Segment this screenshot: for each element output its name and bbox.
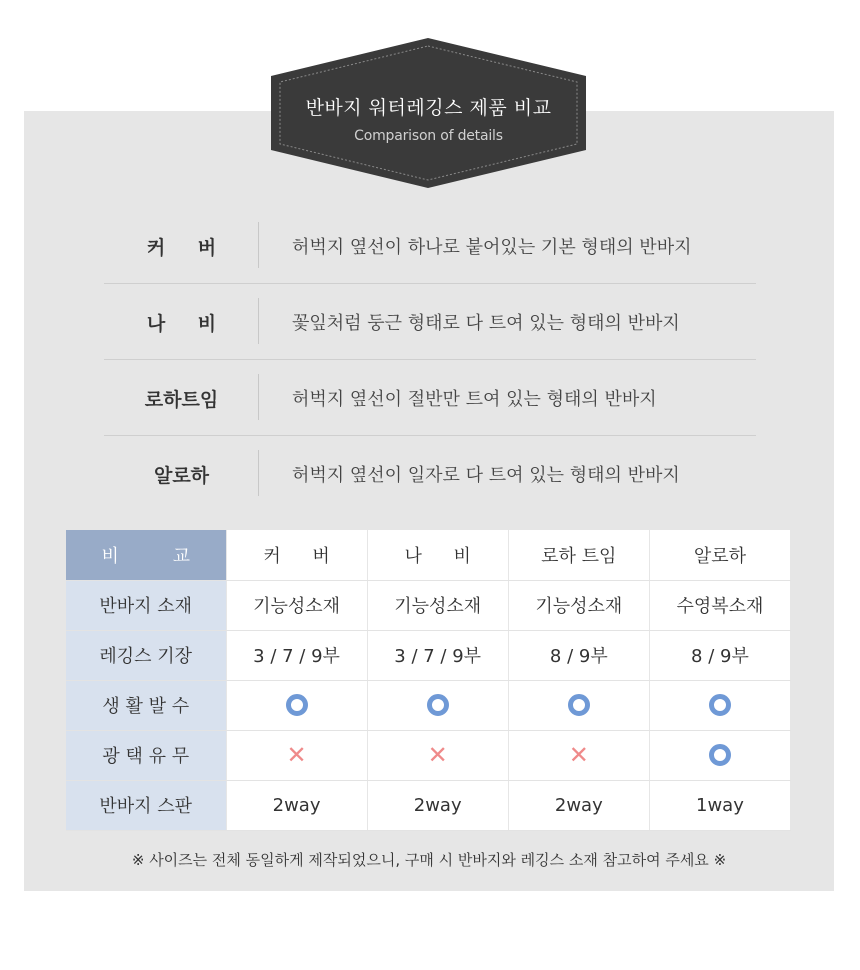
table-cell: 2way <box>508 780 649 830</box>
divider <box>258 450 259 496</box>
cross-x-icon: ✕ <box>286 741 307 769</box>
table-cell: 8 / 9부 <box>508 630 649 680</box>
table-cell <box>226 730 367 780</box>
definition-row <box>104 360 756 436</box>
table-cell: 2way <box>367 780 508 830</box>
definition-row <box>104 208 756 284</box>
definition-desc: 허벅지 옆선이 하나로 붙어있는 기본 형태의 반바지 <box>292 237 692 258</box>
column-header: 알로하 <box>649 530 790 580</box>
definition-list <box>104 208 756 512</box>
definition-term: 나 비 <box>146 312 217 335</box>
divider <box>258 298 259 344</box>
table-row <box>66 730 791 780</box>
table-cell <box>649 730 790 780</box>
table-corner-header: 비 교 <box>66 530 226 580</box>
footnote: ※ 사이즈는 전체 동일하게 제작되었으니, 구매 시 반바지와 레깅스 소재 참고하여 주세요 ※ <box>131 851 727 869</box>
circle-o-icon <box>568 694 590 716</box>
table-cell <box>649 680 790 730</box>
table-cell <box>508 680 649 730</box>
divider <box>258 374 259 420</box>
circle-o-icon <box>709 744 731 766</box>
cross-x-icon: ✕ <box>427 741 448 769</box>
table-header-row <box>66 530 791 580</box>
table-cell <box>226 680 367 730</box>
definition-row <box>104 284 756 360</box>
title-badge <box>271 38 586 188</box>
row-label: 반바지 소재 <box>66 580 226 630</box>
definition-desc: 허벅지 옆선이 절반만 트여 있는 형태의 반바지 <box>292 389 657 410</box>
comparison-table <box>66 530 791 831</box>
table-cell: 8 / 9부 <box>649 630 790 680</box>
table-cell: 기능성소재 <box>367 580 508 630</box>
table-row <box>66 680 791 730</box>
table-cell: 수영복소재 <box>649 580 790 630</box>
definition-row <box>104 436 756 512</box>
row-label: 생 활 발 수 <box>66 680 226 730</box>
table-cell <box>508 730 649 780</box>
definition-term: 알로하 <box>153 464 210 487</box>
table-row <box>66 580 791 630</box>
table-cell: 3 / 7 / 9부 <box>367 630 508 680</box>
divider <box>258 222 259 268</box>
table-cell: 기능성소재 <box>508 580 649 630</box>
table-cell: 1way <box>649 780 790 830</box>
column-header: 커 버 <box>226 530 367 580</box>
cross-x-icon: ✕ <box>568 741 589 769</box>
row-label: 레깅스 기장 <box>66 630 226 680</box>
definition-desc: 꽃잎처럼 둥근 형태로 다 트여 있는 형태의 반바지 <box>292 313 680 334</box>
row-label: 광 택 유 무 <box>66 730 226 780</box>
row-label: 반바지 스판 <box>66 780 226 830</box>
column-header: 로하 트임 <box>508 530 649 580</box>
table-row <box>66 630 791 680</box>
table-row <box>66 780 791 830</box>
page-subtitle: Comparison of details <box>354 128 503 144</box>
definition-term: 로하트임 <box>144 388 219 411</box>
table-cell <box>367 680 508 730</box>
definition-term: 커 버 <box>146 236 217 259</box>
circle-o-icon <box>709 694 731 716</box>
table-cell: 2way <box>226 780 367 830</box>
circle-o-icon <box>427 694 449 716</box>
definition-desc: 허벅지 옆선이 일자로 다 트여 있는 형태의 반바지 <box>292 465 680 486</box>
table-cell: 3 / 7 / 9부 <box>226 630 367 680</box>
column-header: 나 비 <box>367 530 508 580</box>
page-title: 반바지 워터레깅스 제품 비교 <box>305 97 552 119</box>
table-cell: 기능성소재 <box>226 580 367 630</box>
table-cell <box>367 730 508 780</box>
circle-o-icon <box>286 694 308 716</box>
